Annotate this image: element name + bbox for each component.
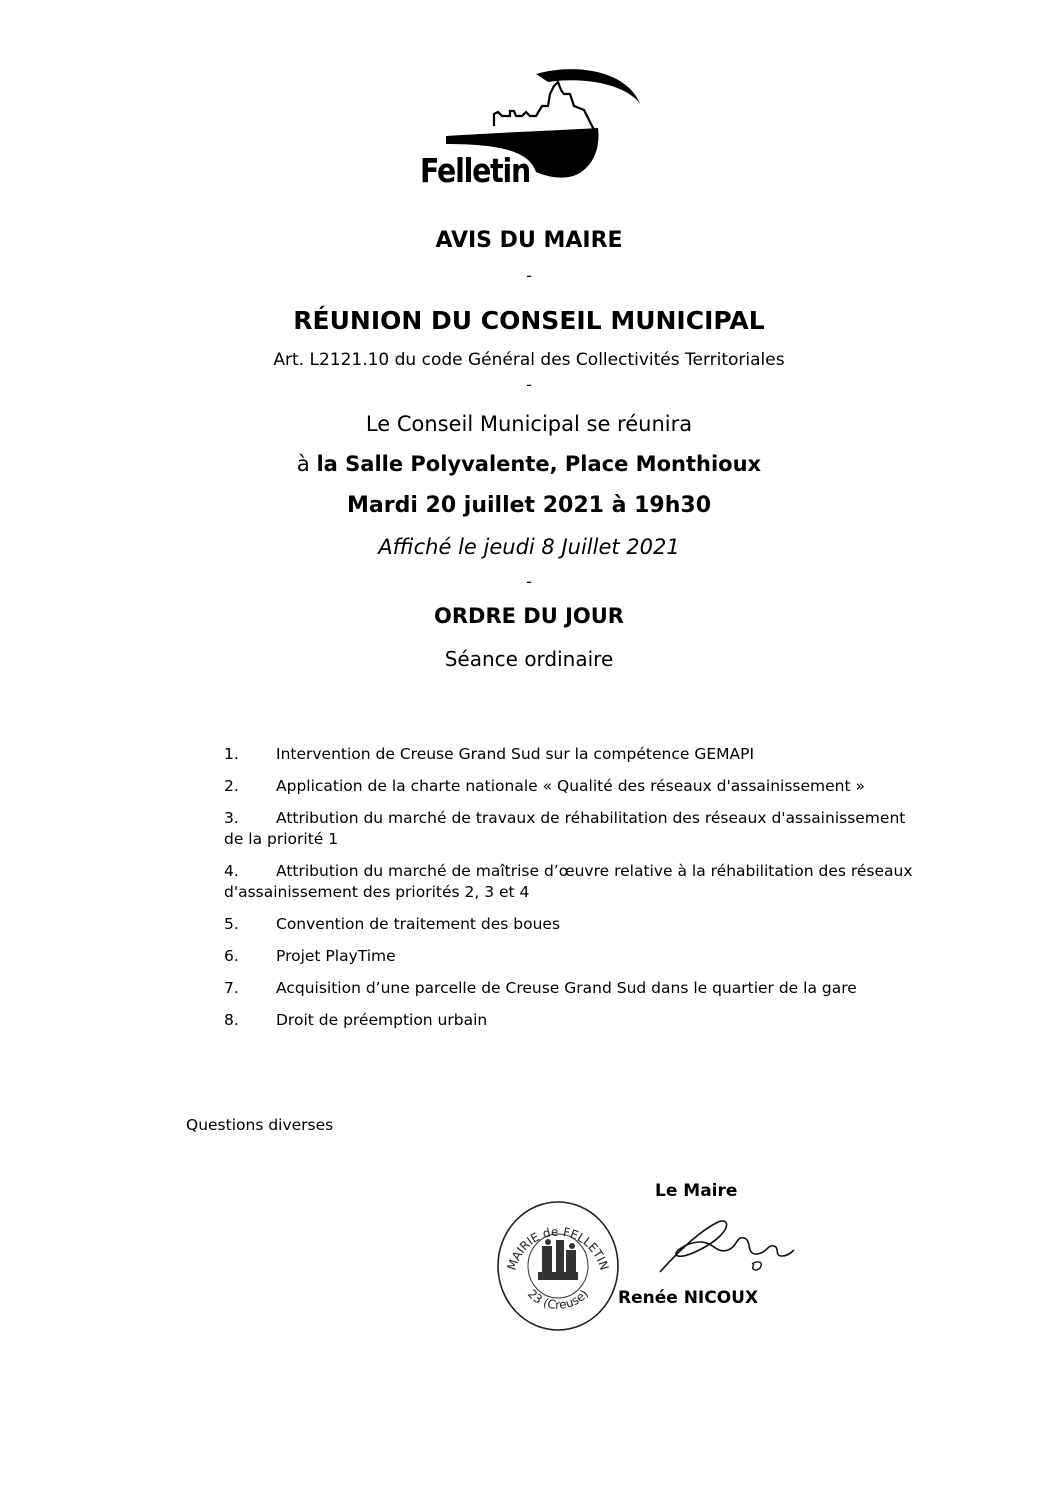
meeting-location bbox=[0, 452, 1058, 476]
item-text: Projet PlayTime bbox=[276, 947, 396, 965]
list-item bbox=[224, 744, 914, 765]
list-item bbox=[224, 1010, 914, 1031]
location-prefix: à bbox=[296, 452, 310, 476]
notice-title: AVIS DU MAIRE bbox=[435, 228, 623, 253]
legal-article: Art. L2121.10 du code Général des Collectivités Territoriales bbox=[273, 350, 785, 370]
item-text: Acquisition d’une parcelle de Creuse Grand Sud dans le quartier de la gare bbox=[276, 979, 857, 997]
item-number: 4. bbox=[224, 862, 239, 880]
item-number: 8. bbox=[224, 1011, 239, 1029]
misc-questions: Questions diverses bbox=[186, 1116, 334, 1134]
item-number: 6. bbox=[224, 947, 239, 965]
list-item bbox=[224, 861, 914, 903]
item-text: Application de la charte nationale « Qualité des réseaux d'assainissement » bbox=[276, 777, 865, 795]
list-item bbox=[224, 808, 914, 850]
list-item bbox=[224, 776, 914, 797]
meeting-intro: Le Conseil Municipal se réunira bbox=[365, 412, 693, 436]
felletin-logo bbox=[418, 64, 644, 190]
separator-dash: - bbox=[526, 266, 532, 285]
signatory-role: Le Maire bbox=[655, 1181, 738, 1201]
item-text: Droit de préemption urbain bbox=[276, 1011, 488, 1029]
item-number: 5. bbox=[224, 915, 239, 933]
item-text: Convention de traitement des boues bbox=[276, 915, 561, 933]
list-item bbox=[224, 978, 914, 999]
item-text: Intervention de Creuse Grand Sud sur la compétence GEMAPI bbox=[276, 745, 755, 763]
agenda-list bbox=[224, 744, 914, 1042]
separator-dash: - bbox=[526, 572, 532, 591]
meeting-title: RÉUNION DU CONSEIL MUNICIPAL bbox=[293, 306, 765, 335]
svg-text:23 (Creuse): 23 (Creuse) bbox=[524, 1286, 592, 1313]
item-number: 7. bbox=[224, 979, 239, 997]
item-text: Attribution du marché de travaux de réhabilitation des réseaux d'assainissement de la priorité 1 bbox=[224, 809, 906, 848]
posted-date: Affiché le jeudi 8 Juillet 2021 bbox=[378, 535, 680, 559]
meeting-date: Mardi 20 juillet 2021 à 19h30 bbox=[346, 493, 712, 518]
location-place: la Salle Polyvalente, Place Monthioux bbox=[316, 452, 762, 476]
svg-text:MAIRIE de FELLETIN: MAIRIE de FELLETIN bbox=[504, 1224, 612, 1272]
handwritten-signature-icon bbox=[656, 1214, 796, 1280]
session-type: Séance ordinaire bbox=[444, 647, 614, 671]
item-number: 3. bbox=[224, 809, 239, 827]
official-seal-icon bbox=[494, 1194, 622, 1336]
agenda-title: ORDRE DU JOUR bbox=[434, 604, 624, 628]
item-text: Attribution du marché de maîtrise d’œuvre relative à la réhabilitation des réseaux d'assainissement des priorités 2, 3 et 4 bbox=[224, 862, 913, 901]
item-number: 2. bbox=[224, 777, 239, 795]
list-item bbox=[224, 946, 914, 967]
signatory-name: Renée NICOUX bbox=[618, 1288, 759, 1308]
separator-dash: - bbox=[526, 375, 532, 394]
logo-text: Felletin bbox=[420, 151, 531, 190]
list-item bbox=[224, 914, 914, 935]
item-number: 1. bbox=[224, 745, 239, 763]
